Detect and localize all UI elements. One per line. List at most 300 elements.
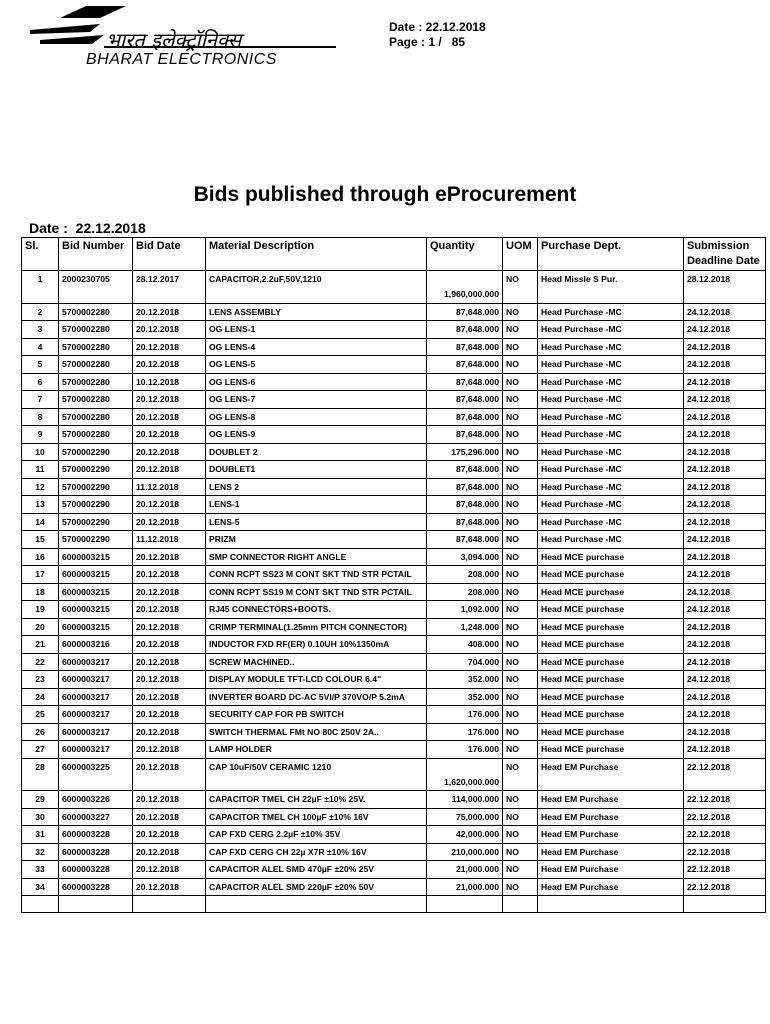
cell-deadline: 24.12.2018 <box>684 496 766 514</box>
cell-bid-number: 6000003217 <box>59 688 133 706</box>
cell-uom: NO <box>503 338 538 356</box>
col-header-deadline: Submission Deadline Date <box>684 238 766 271</box>
cell-bid-number: 5700002290 <box>59 513 133 531</box>
cell-uom: NO <box>503 271 538 304</box>
cell-uom: NO <box>503 878 538 896</box>
cell-sl: 4 <box>22 338 59 356</box>
table-row <box>22 426 766 444</box>
cell-sl: 21 <box>22 636 59 654</box>
cell-dept: Head MCE purchase <box>538 548 684 566</box>
table-row <box>22 601 766 619</box>
empty-cell <box>427 896 503 913</box>
cell-material: SECURITY CAP FOR PB SWITCH <box>206 706 427 724</box>
cell-dept: Head EM Purchase <box>538 758 684 791</box>
table-row <box>22 758 766 791</box>
cell-quantity: 1,960,000.000 <box>427 271 503 304</box>
cell-dept: Head MCE purchase <box>538 653 684 671</box>
cell-bid-number: 5700002280 <box>59 356 133 374</box>
cell-uom: NO <box>503 706 538 724</box>
table-row <box>22 443 766 461</box>
table-row <box>22 321 766 339</box>
cell-bid-number: 5700002290 <box>59 531 133 549</box>
cell-bid-date: 20.12.2018 <box>133 808 206 826</box>
cell-bid-number: 5700002280 <box>59 391 133 409</box>
cell-dept: Head EM Purchase <box>538 878 684 896</box>
cell-bid-number: 6000003217 <box>59 723 133 741</box>
cell-deadline: 24.12.2018 <box>684 391 766 409</box>
table-row <box>22 513 766 531</box>
cell-quantity: 21,000.000 <box>427 878 503 896</box>
cell-quantity: 87,648.000 <box>427 321 503 339</box>
cell-sl: 31 <box>22 826 59 844</box>
cell-deadline: 24.12.2018 <box>684 566 766 584</box>
cell-dept: Head MCE purchase <box>538 618 684 636</box>
cell-deadline: 28.12.2018 <box>684 271 766 304</box>
cell-uom: NO <box>503 723 538 741</box>
empty-cell <box>133 896 206 913</box>
table-row <box>22 531 766 549</box>
cell-quantity: 352.000 <box>427 688 503 706</box>
cell-dept: Head MCE purchase <box>538 601 684 619</box>
cell-bid-number: 6000003228 <box>59 861 133 879</box>
cell-bid-number: 6000003217 <box>59 706 133 724</box>
table-row <box>22 843 766 861</box>
cell-bid-number: 2000230705 <box>59 271 133 304</box>
table-row <box>22 723 766 741</box>
cell-quantity: 87,648.000 <box>427 531 503 549</box>
cell-sl: 7 <box>22 391 59 409</box>
col-header-dept: Purchase Dept. <box>538 238 684 271</box>
cell-quantity: 21,000.000 <box>427 861 503 879</box>
cell-deadline: 24.12.2018 <box>684 513 766 531</box>
table-row <box>22 303 766 321</box>
cell-bid-date: 20.12.2018 <box>133 303 206 321</box>
cell-quantity: 1,620,000.000 <box>427 758 503 791</box>
empty-cell <box>206 896 427 913</box>
cell-bid-number: 6000003227 <box>59 808 133 826</box>
cell-bid-date: 20.12.2018 <box>133 706 206 724</box>
cell-bid-number: 6000003228 <box>59 878 133 896</box>
table-row <box>22 618 766 636</box>
cell-bid-date: 20.12.2018 <box>133 443 206 461</box>
cell-quantity: 87,648.000 <box>427 426 503 444</box>
table-row <box>22 356 766 374</box>
cell-dept: Head MCE purchase <box>538 741 684 759</box>
cell-dept: Head Purchase -MC <box>538 338 684 356</box>
cell-material: LENS ASSEMBLY <box>206 303 427 321</box>
cell-uom: NO <box>503 583 538 601</box>
cell-sl: 14 <box>22 513 59 531</box>
report-date: Date : 22.12.2018 <box>29 220 146 236</box>
cell-uom: NO <box>503 408 538 426</box>
cell-material: RJ45 CONNECTORS+BOOTS. <box>206 601 427 619</box>
cell-uom: NO <box>503 758 538 791</box>
cell-sl: 28 <box>22 758 59 791</box>
cell-dept: Head Purchase -MC <box>538 321 684 339</box>
col-header-material: Material Description <box>206 238 427 271</box>
cell-quantity: 352.000 <box>427 671 503 689</box>
cell-material: CAPACITOR ALEL SMD 220µF ±20% 50V <box>206 878 427 896</box>
table-row <box>22 636 766 654</box>
cell-dept: Head Missle S Pur. <box>538 271 684 304</box>
cell-dept: Head EM Purchase <box>538 861 684 879</box>
cell-deadline: 22.12.2018 <box>684 861 766 879</box>
cell-uom: NO <box>503 548 538 566</box>
cell-material: CONN RCPT SS23 M CONT SKT TND STR PCTAIL <box>206 566 427 584</box>
cell-deadline: 24.12.2018 <box>684 303 766 321</box>
cell-sl: 25 <box>22 706 59 724</box>
bids-table <box>21 237 766 913</box>
cell-deadline: 24.12.2018 <box>684 321 766 339</box>
cell-bid-date: 20.12.2018 <box>133 758 206 791</box>
cell-bid-number: 5700002290 <box>59 443 133 461</box>
cell-bid-date: 20.12.2018 <box>133 741 206 759</box>
cell-deadline: 24.12.2018 <box>684 618 766 636</box>
cell-sl: 33 <box>22 861 59 879</box>
table-row <box>22 566 766 584</box>
cell-sl: 24 <box>22 688 59 706</box>
cell-deadline: 24.12.2018 <box>684 583 766 601</box>
cell-uom: NO <box>503 636 538 654</box>
cell-material: OG LENS-7 <box>206 391 427 409</box>
cell-quantity: 176.000 <box>427 706 503 724</box>
cell-material: LAMP HOLDER <box>206 741 427 759</box>
cell-bid-number: 5700002280 <box>59 303 133 321</box>
cell-material: CAPACITOR ALEL SMD 470µF ±20% 25V <box>206 861 427 879</box>
table-row <box>22 653 766 671</box>
cell-bid-date: 20.12.2018 <box>133 496 206 514</box>
empty-cell <box>22 896 59 913</box>
cell-uom: NO <box>503 791 538 809</box>
cell-uom: NO <box>503 688 538 706</box>
cell-bid-number: 6000003226 <box>59 791 133 809</box>
cell-quantity: 87,648.000 <box>427 373 503 391</box>
col-header-bid-date: Bid Date <box>133 238 206 271</box>
cell-deadline: 24.12.2018 <box>684 373 766 391</box>
cell-uom: NO <box>503 653 538 671</box>
cell-deadline: 22.12.2018 <box>684 878 766 896</box>
cell-quantity: 87,648.000 <box>427 513 503 531</box>
cell-sl: 32 <box>22 843 59 861</box>
cell-deadline: 24.12.2018 <box>684 408 766 426</box>
header-page: Page : 1 / 85 <box>389 35 466 49</box>
cell-bid-date: 20.12.2018 <box>133 321 206 339</box>
empty-row <box>22 896 766 913</box>
cell-quantity: 87,648.000 <box>427 496 503 514</box>
cell-bid-date: 20.12.2018 <box>133 671 206 689</box>
cell-material: CAP FXD CERG 2.2µF ±10% 35V <box>206 826 427 844</box>
cell-material: DOUBLET1 <box>206 461 427 479</box>
cell-dept: Head MCE purchase <box>538 706 684 724</box>
table-body <box>22 271 766 913</box>
table-row <box>22 706 766 724</box>
cell-bid-number: 6000003228 <box>59 826 133 844</box>
cell-dept: Head Purchase -MC <box>538 513 684 531</box>
cell-bid-date: 20.12.2018 <box>133 426 206 444</box>
cell-bid-date: 20.12.2018 <box>133 688 206 706</box>
header-date: Date : 22.12.2018 <box>389 20 486 34</box>
cell-uom: NO <box>503 496 538 514</box>
cell-uom: NO <box>503 513 538 531</box>
cell-bid-number: 6000003217 <box>59 741 133 759</box>
cell-sl: 22 <box>22 653 59 671</box>
cell-bid-number: 6000003215 <box>59 601 133 619</box>
cell-uom: NO <box>503 373 538 391</box>
cell-sl: 13 <box>22 496 59 514</box>
cell-sl: 30 <box>22 808 59 826</box>
cell-sl: 20 <box>22 618 59 636</box>
cell-bid-number: 5700002280 <box>59 321 133 339</box>
cell-dept: Head Purchase -MC <box>538 426 684 444</box>
cell-dept: Head Purchase -MC <box>538 461 684 479</box>
cell-bid-date: 20.12.2018 <box>133 791 206 809</box>
cell-quantity: 208.000 <box>427 583 503 601</box>
cell-material: PRIZM <box>206 531 427 549</box>
cell-bid-date: 20.12.2018 <box>133 461 206 479</box>
header-meta <box>389 20 486 50</box>
cell-quantity: 176.000 <box>427 723 503 741</box>
cell-sl: 18 <box>22 583 59 601</box>
cell-uom: NO <box>503 303 538 321</box>
cell-material: CAP 10uF/50V CERAMIC 1210 <box>206 758 427 791</box>
cell-dept: Head MCE purchase <box>538 583 684 601</box>
cell-uom: NO <box>503 478 538 496</box>
cell-bid-date: 20.12.2018 <box>133 723 206 741</box>
cell-material: LENS-1 <box>206 496 427 514</box>
empty-cell <box>538 896 684 913</box>
cell-bid-date: 20.12.2018 <box>133 861 206 879</box>
cell-quantity: 208.000 <box>427 566 503 584</box>
cell-quantity: 87,648.000 <box>427 461 503 479</box>
cell-bid-date: 11.12.2018 <box>133 531 206 549</box>
cell-quantity: 87,648.000 <box>427 478 503 496</box>
table-row <box>22 338 766 356</box>
cell-quantity: 87,648.000 <box>427 338 503 356</box>
cell-quantity: 3,094.000 <box>427 548 503 566</box>
cell-sl: 15 <box>22 531 59 549</box>
cell-material: LENS-5 <box>206 513 427 531</box>
cell-dept: Head EM Purchase <box>538 808 684 826</box>
cell-bid-date: 20.12.2018 <box>133 408 206 426</box>
table-header-row <box>22 238 766 271</box>
cell-material: OG LENS-8 <box>206 408 427 426</box>
cell-sl: 9 <box>22 426 59 444</box>
cell-bid-number: 6000003215 <box>59 566 133 584</box>
cell-bid-date: 10.12.2018 <box>133 373 206 391</box>
cell-sl: 23 <box>22 671 59 689</box>
cell-dept: Head MCE purchase <box>538 566 684 584</box>
cell-uom: NO <box>503 391 538 409</box>
cell-uom: NO <box>503 443 538 461</box>
table-row <box>22 461 766 479</box>
cell-dept: Head EM Purchase <box>538 791 684 809</box>
cell-uom: NO <box>503 601 538 619</box>
cell-dept: Head MCE purchase <box>538 723 684 741</box>
cell-sl: 8 <box>22 408 59 426</box>
cell-material: INDUCTOR FXD RF(ER) 0.10UH 10%1350mA <box>206 636 427 654</box>
cell-material: CAPACITOR,2.2uF,50V,1210 <box>206 271 427 304</box>
cell-deadline: 24.12.2018 <box>684 478 766 496</box>
table-row <box>22 791 766 809</box>
cell-bid-date: 20.12.2018 <box>133 338 206 356</box>
table-row <box>22 878 766 896</box>
cell-bid-number: 5700002280 <box>59 426 133 444</box>
cell-material: SMP CONNECTOR RIGHT ANGLE <box>206 548 427 566</box>
cell-quantity: 87,648.000 <box>427 391 503 409</box>
table-row <box>22 808 766 826</box>
company-logo <box>30 4 350 70</box>
cell-deadline: 24.12.2018 <box>684 443 766 461</box>
cell-deadline: 24.12.2018 <box>684 741 766 759</box>
cell-deadline: 24.12.2018 <box>684 653 766 671</box>
cell-quantity: 75,000.000 <box>427 808 503 826</box>
cell-uom: NO <box>503 566 538 584</box>
cell-sl: 11 <box>22 461 59 479</box>
cell-deadline: 24.12.2018 <box>684 671 766 689</box>
cell-material: SWITCH THERMAL FMt NO 80C 250V 2A.. <box>206 723 427 741</box>
table-row <box>22 741 766 759</box>
cell-dept: Head Purchase -MC <box>538 496 684 514</box>
cell-deadline: 22.12.2018 <box>684 808 766 826</box>
cell-quantity: 87,648.000 <box>427 303 503 321</box>
cell-deadline: 24.12.2018 <box>684 688 766 706</box>
cell-sl: 5 <box>22 356 59 374</box>
table-row <box>22 478 766 496</box>
cell-quantity: 87,648.000 <box>427 356 503 374</box>
cell-sl: 1 <box>22 271 59 304</box>
table-row <box>22 496 766 514</box>
cell-material: CRIMP TERMINAL(1.25mm PITCH CONNECTOR) <box>206 618 427 636</box>
cell-dept: Head MCE purchase <box>538 671 684 689</box>
cell-bid-date: 20.12.2018 <box>133 636 206 654</box>
cell-bid-number: 5700002290 <box>59 496 133 514</box>
cell-quantity: 1,092.000 <box>427 601 503 619</box>
cell-sl: 2 <box>22 303 59 321</box>
cell-dept: Head Purchase -MC <box>538 391 684 409</box>
cell-bid-date: 20.12.2018 <box>133 618 206 636</box>
cell-sl: 19 <box>22 601 59 619</box>
cell-deadline: 24.12.2018 <box>684 636 766 654</box>
cell-deadline: 22.12.2018 <box>684 791 766 809</box>
cell-material: OG LENS-6 <box>206 373 427 391</box>
cell-sl: 34 <box>22 878 59 896</box>
cell-bid-number: 6000003225 <box>59 758 133 791</box>
cell-deadline: 24.12.2018 <box>684 356 766 374</box>
cell-quantity: 42,000.000 <box>427 826 503 844</box>
cell-dept: Head Purchase -MC <box>538 408 684 426</box>
cell-material: OG LENS-4 <box>206 338 427 356</box>
cell-material: CAPACITOR TMEL CH 100µF ±10% 16V <box>206 808 427 826</box>
cell-quantity: 210,000.000 <box>427 843 503 861</box>
cell-dept: Head Purchase -MC <box>538 478 684 496</box>
cell-bid-date: 20.12.2018 <box>133 843 206 861</box>
cell-quantity: 176.000 <box>427 741 503 759</box>
col-header-bid-number: Bid Number <box>59 238 133 271</box>
cell-bid-date: 20.12.2018 <box>133 566 206 584</box>
cell-sl: 6 <box>22 373 59 391</box>
cell-deadline: 24.12.2018 <box>684 531 766 549</box>
cell-bid-number: 6000003215 <box>59 618 133 636</box>
cell-uom: NO <box>503 808 538 826</box>
cell-bid-number: 5700002290 <box>59 461 133 479</box>
table-row <box>22 373 766 391</box>
cell-uom: NO <box>503 321 538 339</box>
col-header-quantity: Quantity <box>427 238 503 271</box>
cell-bid-number: 5700002290 <box>59 478 133 496</box>
cell-sl: 27 <box>22 741 59 759</box>
empty-cell <box>503 896 538 913</box>
table-row <box>22 391 766 409</box>
cell-uom: NO <box>503 843 538 861</box>
cell-material: CAPACITOR TMEL CH 22µF ±10% 25V. <box>206 791 427 809</box>
cell-material: SCREW MACHINED.. <box>206 653 427 671</box>
cell-bid-number: 6000003215 <box>59 548 133 566</box>
cell-material: OG LENS-5 <box>206 356 427 374</box>
cell-quantity: 704.000 <box>427 653 503 671</box>
cell-deadline: 24.12.2018 <box>684 723 766 741</box>
cell-material: CONN RCPT SS19 M CONT SKT TND STR PCTAIL <box>206 583 427 601</box>
cell-bid-date: 20.12.2018 <box>133 653 206 671</box>
cell-uom: NO <box>503 426 538 444</box>
cell-dept: Head Purchase -MC <box>538 356 684 374</box>
cell-material: DISPLAY MODULE TFT-LCD COLOUR 6.4" <box>206 671 427 689</box>
cell-uom: NO <box>503 741 538 759</box>
cell-deadline: 24.12.2018 <box>684 426 766 444</box>
cell-uom: NO <box>503 861 538 879</box>
cell-deadline: 22.12.2018 <box>684 826 766 844</box>
table-row <box>22 826 766 844</box>
cell-quantity: 87,648.000 <box>427 408 503 426</box>
cell-material: LENS 2 <box>206 478 427 496</box>
cell-bid-number: 6000003228 <box>59 843 133 861</box>
cell-material: OG LENS-9 <box>206 426 427 444</box>
cell-uom: NO <box>503 671 538 689</box>
cell-quantity: 1,248.000 <box>427 618 503 636</box>
page-title: Bids published through eProcurement <box>193 183 577 206</box>
table-row <box>22 271 766 304</box>
table-row <box>22 548 766 566</box>
cell-dept: Head Purchase -MC <box>538 443 684 461</box>
cell-uom: NO <box>503 618 538 636</box>
cell-bid-date: 20.12.2018 <box>133 826 206 844</box>
cell-material: DOUBLET 2 <box>206 443 427 461</box>
cell-material: INVERTER BOARD DC-AC 5VI/P 370VO/P 5.2mA <box>206 688 427 706</box>
cell-deadline: 24.12.2018 <box>684 548 766 566</box>
table-row <box>22 583 766 601</box>
cell-dept: Head Purchase -MC <box>538 303 684 321</box>
cell-bid-number: 5700002280 <box>59 373 133 391</box>
table-row <box>22 688 766 706</box>
cell-sl: 16 <box>22 548 59 566</box>
cell-quantity: 408.000 <box>427 636 503 654</box>
cell-dept: Head EM Purchase <box>538 826 684 844</box>
cell-dept: Head MCE purchase <box>538 688 684 706</box>
cell-material: OG LENS-1 <box>206 321 427 339</box>
cell-sl: 12 <box>22 478 59 496</box>
cell-deadline: 24.12.2018 <box>684 706 766 724</box>
logo-hindi-text: भारत इलेक्ट्रॉनिक्स <box>106 28 242 52</box>
cell-bid-date: 20.12.2018 <box>133 601 206 619</box>
cell-bid-number: 6000003217 <box>59 653 133 671</box>
col-header-uom: UOM <box>503 238 538 271</box>
cell-deadline: 22.12.2018 <box>684 843 766 861</box>
cell-deadline: 24.12.2018 <box>684 601 766 619</box>
cell-quantity: 175,296.000 <box>427 443 503 461</box>
cell-bid-number: 6000003215 <box>59 583 133 601</box>
empty-cell <box>59 896 133 913</box>
cell-bid-number: 5700002280 <box>59 408 133 426</box>
cell-deadline: 24.12.2018 <box>684 461 766 479</box>
